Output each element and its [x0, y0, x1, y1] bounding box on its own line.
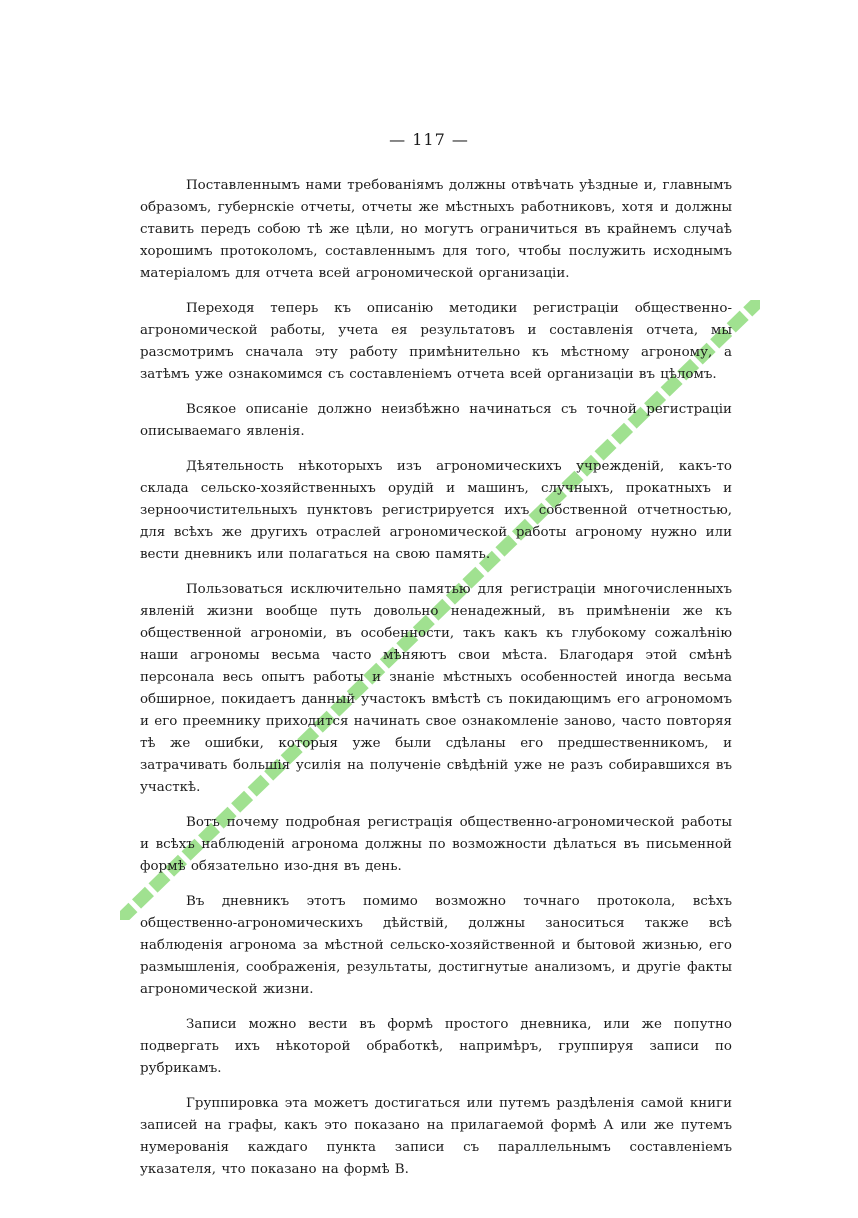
paragraph-2: Переходя теперь къ описанію методики регистраціи общественно-агрономической работы, учета ея результатовъ и составленія отчета, мы разсмотримъ сначала эту работу примѣнительно къ мѣстному агроному, а затѣмъ уже ознакомимся съ составленіемъ отчета всей организаціи въ цѣломъ. — [140, 301, 732, 382]
paragraph-8: Записи можно вести въ формѣ простого дневника, или же попутно подвергать ихъ нѣкоторой обработкѣ, напримѣръ, группируя записи по рубрикамъ. — [140, 1017, 732, 1076]
paragraph-9: Группировка эта можетъ достигаться или путемъ раздѣленія самой книги записей на графы, какъ это показано на прилагаемой формѣ А или же путемъ нумерованія каждаго пункта записи съ параллельнымъ составленіемъ указателя, что показано на формѣ В. — [140, 1096, 732, 1177]
body-text — [140, 175, 732, 1194]
paragraph-6: Вотъ почему подробная регистрація общественно-агрономической работы и всѣхъ наблюденій агронома должны по возможности дѣлаться въ письменной формѣ обязательно изо-дня въ день. — [140, 815, 732, 874]
paragraph-5: Пользоваться исключительно памятью для регистраціи многочисленныхъ явленій жизни вообще путь довольно ненадежный, въ примѣненіи же къ общественной агрономіи, въ особенности, такъ какъ къ глубокому сожалѣнію наши агрономы весьма часто мѣняютъ свои мѣста. Благодаря этой смѣнѣ персонала весь опытъ работы и знаніе мѣстныхъ особенностей иногда весьма обширное, покидаетъ данный участокъ вмѣстѣ съ покидающимъ его агрономомъ и его преемнику приходится начинать свое ознакомленіе заново, часто повторяя тѣ же ошибки, которыя уже были сдѣланы его предшественникомъ, и затрачивать большія усилія на полученіе свѣдѣній уже не разъ собиравшихся въ участкѣ. — [140, 582, 732, 795]
paragraph-7: Въ дневникъ этотъ помимо возможно точнаго протокола, всѣхъ общественно-агрономическихъ дѣйствій, должны заноситься также всѣ наблюденія агронома за мѣстной сельско-хозяйственной и бытовой жизнью, его размышленія, соображенія, результаты, достигнутые анализомъ, и другіе факты агрономической жизни. — [140, 894, 732, 997]
paragraph-3: Всякое описаніе должно неизбѣжно начинаться съ точной регистраціи описываемаго явленія. — [140, 402, 732, 439]
paragraph-1: Поставленнымъ нами требованіямъ должны отвѣчать уѣздные и, главнымъ образомъ, губернскіе отчеты, отчеты же мѣстныхъ работниковъ, хотя и должны ставить передъ собою тѣ же цѣли, но могутъ ограничиться въ крайнемъ случаѣ хорошимъ протоколомъ, составленнымъ для того, чтобы послужить исходнымъ матеріаломъ для отчета всей агрономической организаціи. — [140, 178, 732, 281]
paragraph-4: Дѣятельность нѣкоторыхъ изъ агрономическихъ учрежденій, какъ-то склада сельско-хозяйственныхъ орудій и машинъ, случныхъ, прокатныхъ и зерноочистительныхъ пунктовъ регистрируется ихъ собственной отчетностью, для всѣхъ же другихъ отраслей агрономической работы агроному нужно или вести дневникъ или полагаться на свою память. — [140, 459, 732, 562]
page-number: — 117 — — [389, 130, 469, 149]
